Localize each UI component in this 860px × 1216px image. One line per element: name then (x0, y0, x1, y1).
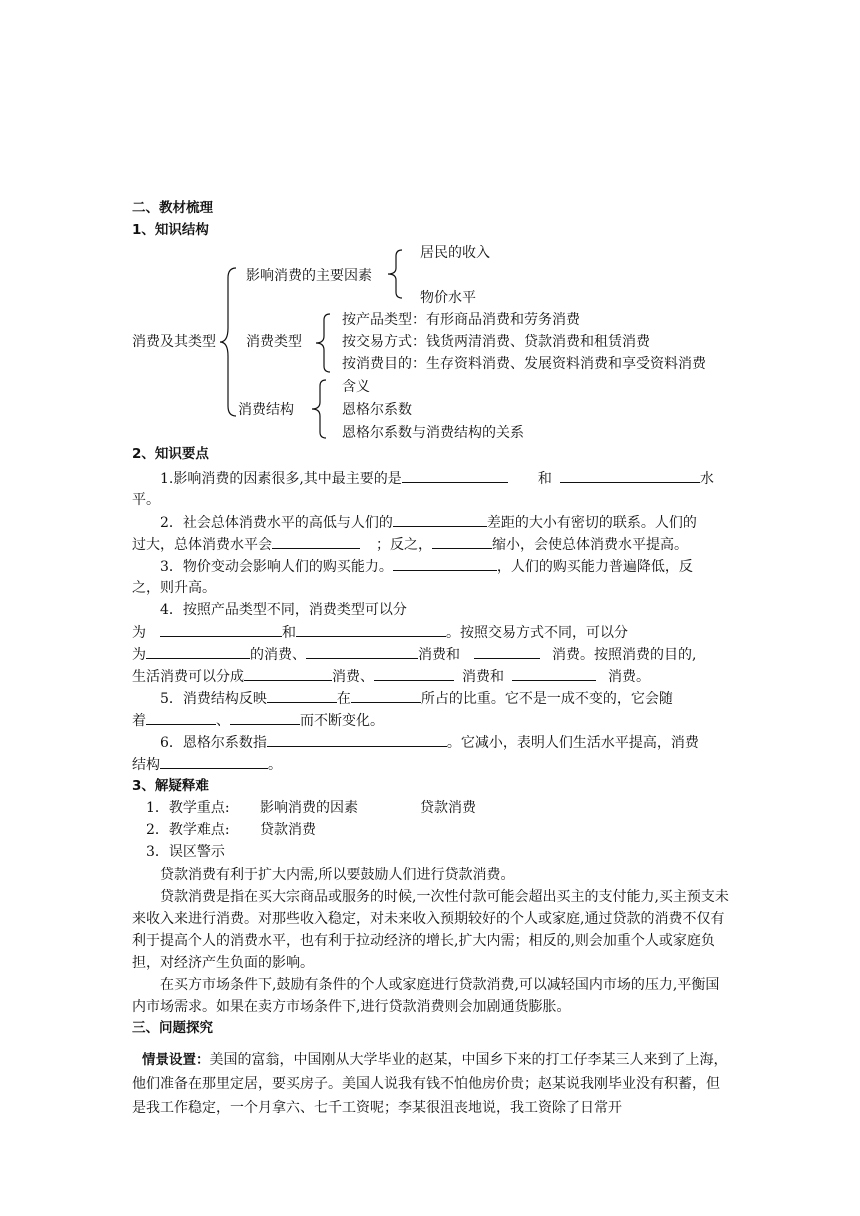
point-4-line-2 (132, 622, 732, 643)
difficult-point-a: 贷款消费 (260, 822, 316, 838)
point-5-text-d: 着 (132, 713, 146, 729)
difficult-point-label: 2．教学难点: (146, 822, 230, 838)
point-3-text-a: 3．物价变动会影响人们的购买能力。 (160, 559, 393, 575)
key-point-b: 贷款消费 (420, 800, 476, 816)
point-2-cont (132, 534, 732, 555)
subheading-knowledge-structure: 1、知识结构 (132, 222, 209, 238)
point-2-text-d: ；反之， (376, 537, 432, 553)
types-brace (314, 312, 334, 374)
point-3 (132, 556, 760, 577)
misconception-statement: 贷款消费有利于扩大内需,所以要鼓励人们进行贷款消费。 (160, 867, 515, 883)
point-5-text-e: 、 (216, 713, 230, 729)
point-3-text-b: ，人们的购买能力普遍降低，反 (496, 559, 693, 575)
point-2-text-b: 差距的大小有密切的联系。人们的 (486, 515, 697, 531)
fill-blank[interactable] (402, 468, 508, 483)
tree-types-label: 消费类型 (246, 334, 302, 350)
fill-blank[interactable] (296, 622, 446, 637)
tree-structure-label: 消费结构 (238, 402, 294, 418)
point-2-text-a: 2．社会总体消费水平的高低与人们的 (160, 515, 393, 531)
structure-brace (310, 378, 330, 440)
point-1-text-a: 1.影响消费的因素很多,其中最主要的是 (160, 471, 402, 487)
fill-blank[interactable] (230, 710, 300, 725)
point-4-text-j: 消费、 (332, 669, 374, 685)
point-1-text-c: 水 (699, 471, 714, 487)
section-title-3: 三、问题探究 (132, 1020, 213, 1036)
fill-blank[interactable] (374, 666, 454, 681)
key-point-a: 影响消费的因素 (260, 800, 358, 816)
point-6-cont (132, 754, 732, 775)
fill-blank[interactable] (272, 534, 360, 549)
point-4-text-l: 消费。 (608, 669, 650, 685)
tree-type-2: 按交易方式：钱货两清消费、贷款消费和租赁消费 (342, 334, 650, 350)
point-1-cont: 平。 (132, 492, 160, 508)
point-2-text-c: 过大，总体消费水平会 (132, 537, 272, 553)
point-4-text-e: 为 (132, 647, 146, 663)
point-4-text-k: 消费和 (462, 669, 504, 685)
root-brace (218, 266, 238, 418)
subheading-key-points: 2、知识要点 (132, 446, 209, 462)
fill-blank[interactable] (146, 710, 216, 725)
point-6-text-d: 。 (268, 757, 282, 773)
fill-blank[interactable] (267, 688, 337, 703)
point-5-text-a: 5．消费结构反映 (160, 691, 267, 707)
point-4-text-d: 。按照交易方式不同，可以分 (446, 625, 628, 641)
point-5-text-b: 在 (336, 691, 351, 707)
fill-blank[interactable] (160, 754, 268, 769)
tree-type-1: 按产品类型：有形商品消费和劳务消费 (342, 312, 580, 328)
fill-blank[interactable] (306, 644, 418, 659)
point-1 (132, 468, 760, 489)
point-6-text-b: 。它减小，表明人们生活水平提高，消费 (446, 735, 699, 751)
fill-blank[interactable] (432, 534, 492, 549)
tree-structure-2: 恩格尔系数 (342, 402, 412, 418)
fill-blank[interactable] (393, 556, 497, 571)
tree-factor-1: 居民的收入 (420, 245, 490, 261)
point-4-text-h: 消费。按照消费的目的, (552, 647, 697, 663)
point-5-text-f: 而不断变化。 (300, 713, 384, 729)
point-4-text-g: 消费和 (418, 647, 460, 663)
point-4: 4．按照产品类型不同，消费类型可以分 (160, 602, 407, 618)
point-4-line-3 (132, 644, 732, 665)
point-4-text-i: 生活消费可以分成 (132, 669, 244, 685)
scenario-text: 美国的富翁，中国刚从大学毕业的赵某，中国乡下来的打工仔李某三人来到了上海，他们准备在那里定居，要买房子。美国人说我有钱不怕他房价贵；赵某说我刚毕业没有积蓄，但是我工作稳定，一个月拿六、七千工资呢；李某很沮丧地说，我工资除了日常开 (132, 1052, 728, 1116)
point-5-cont (132, 710, 732, 731)
section-title-2: 二、教材梳理 (132, 200, 213, 216)
point-5 (132, 688, 760, 709)
fill-blank[interactable] (160, 622, 282, 637)
fill-blank[interactable] (560, 468, 700, 483)
point-3-cont: 之，则升高。 (132, 580, 216, 596)
point-4-text-c: 和 (282, 625, 296, 641)
point-4-line-4 (132, 666, 732, 687)
fill-blank[interactable] (244, 666, 332, 681)
point-6-text-c: 结构 (132, 757, 160, 773)
fill-blank[interactable] (393, 512, 487, 527)
scenario-label: 情景设置： (142, 1052, 210, 1068)
misconception-conclusion: 在买方市场条件下,鼓励有条件的个人或家庭进行贷款消费,可以减轻国内市场的压力,平衡国内市场需求。如果在卖方市场条件下,进行贷款消费则会加剧通货膨胀。 (132, 977, 720, 1015)
point-6-text-a: 6．恩格尔系数指 (160, 735, 267, 751)
misconception-explanation: 贷款消费是指在买大宗商品或服务的时候,一次性付款可能会超出买主的支付能力,买主预支未来收入来进行消费。对那些收入稳定，对未来收入预期较好的个人或家庭,通过贷款的消费不仅有利于提高个人的消费水平，也有利于拉动经济的增长,扩大内需；相反的,则会加重个人或家庭负担，对经济产生负面的影响。 (132, 889, 729, 971)
point-4-text-b: 为 (132, 625, 146, 641)
factors-brace (386, 248, 406, 300)
point-2 (132, 512, 760, 533)
subheading-difficulties: 3、解疑释难 (132, 778, 209, 794)
scenario-paragraph (132, 1048, 732, 1120)
point-1-text-b: 和 (537, 471, 552, 487)
fill-blank[interactable] (474, 644, 540, 659)
tree-factors-label: 影响消费的主要因素 (246, 268, 372, 284)
point-2-text-e: 缩小，会使总体消费水平提高。 (492, 537, 688, 553)
tree-structure-3: 恩格尔系数与消费结构的关系 (342, 425, 524, 441)
point-6 (132, 732, 760, 753)
tree-type-3: 按消费目的：生存资料消费、发展资料消费和享受资料消费 (342, 356, 706, 372)
tree-root: 消费及其类型 (132, 334, 216, 350)
fill-blank[interactable] (351, 688, 421, 703)
point-4-text-f: 的消费、 (250, 647, 306, 663)
tree-factor-2: 物价水平 (420, 290, 476, 306)
fill-blank[interactable] (146, 644, 250, 659)
fill-blank[interactable] (512, 666, 596, 681)
misconception-label: 3．误区警示 (146, 844, 225, 860)
key-point-label: 1．教学重点: (146, 800, 230, 816)
fill-blank[interactable] (267, 732, 447, 747)
point-5-text-c: 所占的比重。它不是一成不变的，它会随 (420, 691, 673, 707)
tree-structure-1: 含义 (342, 379, 370, 395)
